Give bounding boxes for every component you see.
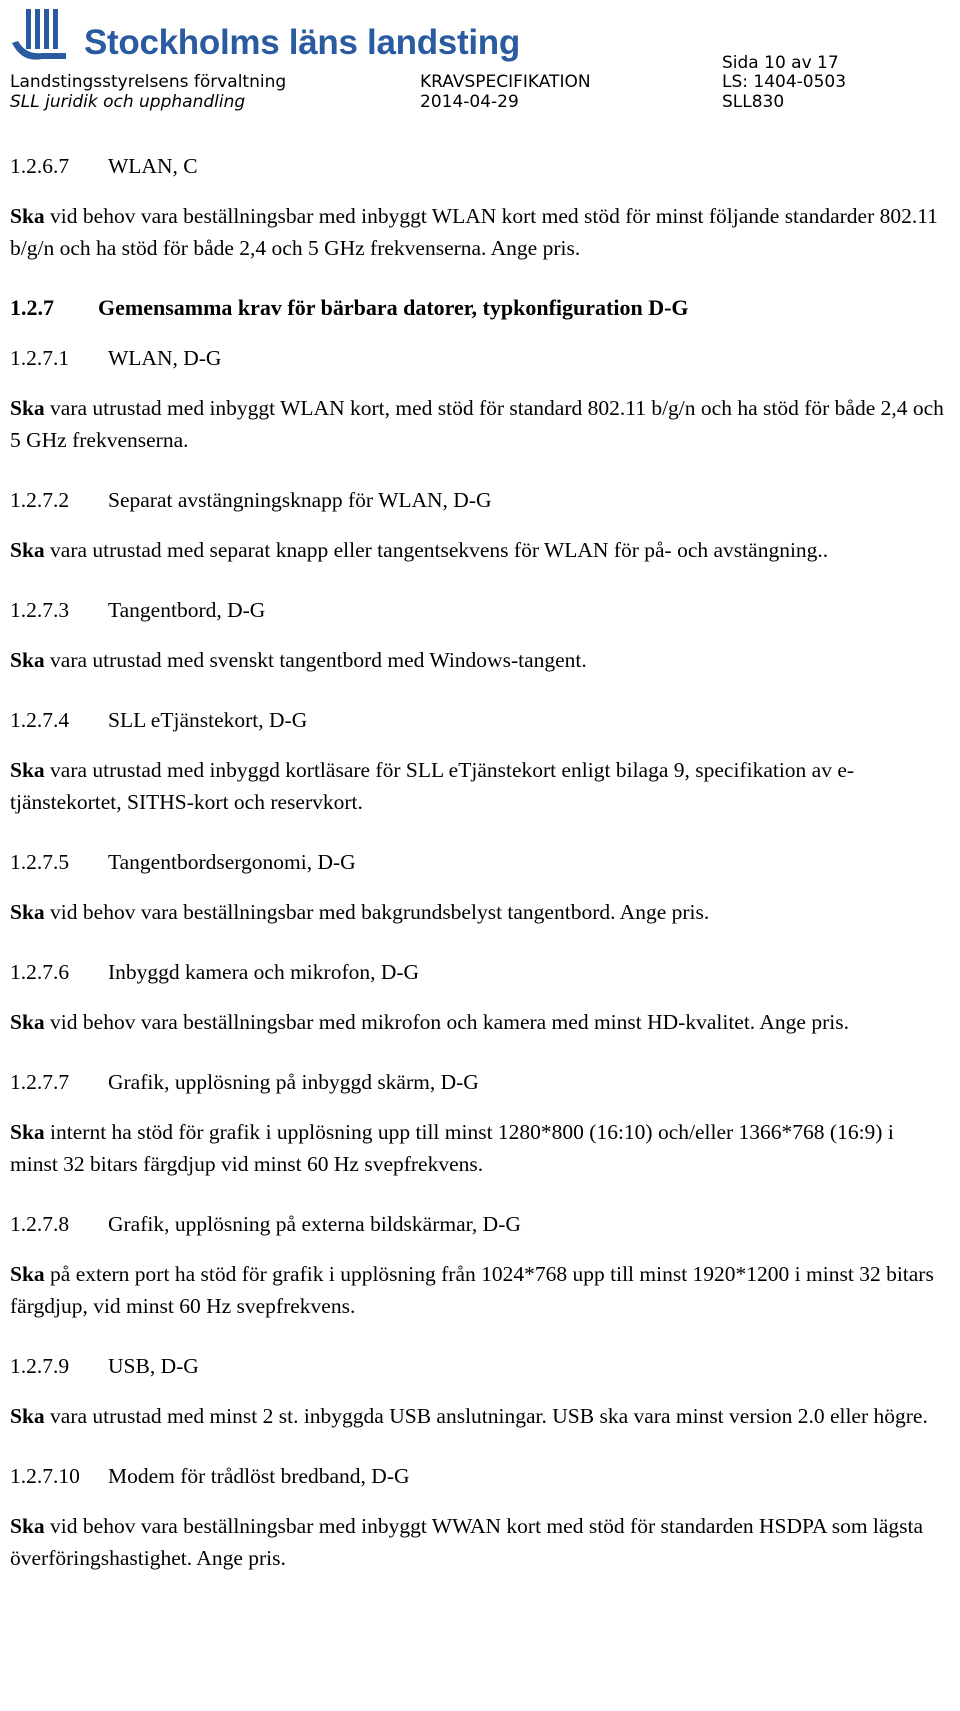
requirement-body: vid behov vara beställningsbar med inbyggt WWAN kort med stöd för standarden HSDPA som lägsta överföringshastighet. Ange pris. [10,1514,924,1570]
section-number: 1.2.6.7 [10,154,70,178]
requirement-lead: Ska [10,1120,45,1144]
requirement-body: vara utrustad med svenskt tangentbord med Windows-tangent. [44,648,587,672]
requirement-body: vid behov vara beställningsbar med mikrofon och kamera med minst HD-kvalitet. Ange pris. [44,1010,849,1034]
section-heading [10,1066,946,1098]
doc-date: 2014-04-29 [420,92,519,112]
section-heading [10,1460,946,1492]
doc-type: KRAVSPECIFIKATION [420,72,591,92]
requirement-body: vara utrustad med minst 2 st. inbyggda USB anslutningar. USB ska vara minst version 2.0 eller högre. [44,1404,928,1428]
requirement-text [10,1116,946,1180]
section-title: Grafik, upplösning på externa bildskärmar, D-G [108,1212,521,1236]
section-title: Tangentbord, D-G [108,598,266,622]
requirement-lead: Ska [10,204,45,228]
requirement-text [10,644,946,676]
section-number: 1.2.7.3 [10,598,70,622]
requirement-text [10,754,946,818]
requirement-text [10,1400,946,1432]
requirement-text [10,1258,946,1322]
section-heading [10,150,946,182]
chapter-title: Gemensamma krav för bärbara datorer, typkonfiguration D-G [98,295,689,320]
requirement-lead: Ska [10,758,45,782]
requirement-lead: Ska [10,396,45,420]
requirement-text [10,1006,946,1038]
requirement-lead: Ska [10,1262,45,1286]
requirement-body: internt ha stöd för grafik i upplösning upp till minst 1280*800 (16:10) och/eller 1366*768 (16:9) i minst 32 bitars färgdjup vid minst 60 Hz svepfrekvens. [10,1120,894,1176]
requirement-body: vara utrustad med separat knapp eller tangentsekvens för WLAN för på- och avstängning.. [44,538,829,562]
section-heading [10,594,946,626]
requirement-text [10,896,946,928]
section-heading [10,484,946,516]
chapter-heading [10,292,946,324]
logo-text: Stockholms läns landsting [84,23,520,62]
requirement-lead: Ska [10,1404,45,1428]
requirement-body: vara utrustad med inbyggd kortläsare för SLL eTjänstekort enligt bilaga 9, specifikation av e-tjänstekortet, SITHS-kort och reservkort. [10,758,855,814]
section-number: 1.2.7.7 [10,1070,70,1094]
section-number: 1.2.7.1 [10,346,70,370]
sll-logo [8,4,520,68]
requirement-body: vid behov vara beställningsbar med bakgrundsbelyst tangentbord. Ange pris. [44,900,710,924]
section-heading [10,342,946,374]
requirement-body: vid behov vara beställningsbar med inbyggt WLAN kort med stöd för minst följande standarder 802.11 b/g/n och ha stöd för både 2,4 och 5 GHz frekvenserna. Ange pris. [10,204,938,260]
requirement-lead: Ska [10,538,45,562]
requirement-text [10,534,946,566]
doc-id: SLL830 [722,92,785,112]
section-title: Inbyggd kamera och mikrofon, D-G [108,960,420,984]
chapter-number: 1.2.7 [10,295,54,320]
requirement-text [10,392,946,456]
section-title: SLL eTjänstekort, D-G [108,708,308,732]
section-title: Separat avstängningsknapp för WLAN, D-G [108,488,492,512]
section-number: 1.2.7.9 [10,1354,70,1378]
document-body [10,150,946,1602]
page-info: Sida 10 av 17 [722,53,839,73]
section-title: Modem för trådlöst bredband, D-G [108,1464,410,1488]
requirement-text [10,200,946,264]
section-heading [10,1208,946,1240]
org-name: Landstingsstyrelsens förvaltning [10,72,287,92]
section-number: 1.2.7.5 [10,850,70,874]
requirement-lead: Ska [10,1010,45,1034]
section-heading [10,846,946,878]
section-title: USB, D-G [108,1354,199,1378]
section-title: WLAN, C [108,154,198,178]
requirement-body: vara utrustad med inbyggt WLAN kort, med stöd för standard 802.11 b/g/n och ha stöd för både 2,4 och 5 GHz frekvenserna. [10,396,944,452]
requirement-lead: Ska [10,1514,45,1538]
department: SLL juridik och upphandling [10,92,246,112]
section-number: 1.2.7.10 [10,1464,80,1488]
section-title: Grafik, upplösning på inbyggd skärm, D-G [108,1070,479,1094]
section-number: 1.2.7.2 [10,488,70,512]
section-number: 1.2.7.6 [10,960,70,984]
sll-logo-mark-icon [8,7,72,65]
requirement-lead: Ska [10,900,45,924]
section-number: 1.2.7.8 [10,1212,70,1236]
requirement-lead: Ska [10,648,45,672]
requirement-body: på extern port ha stöd för grafik i upplösning från 1024*768 upp till minst 1920*1200 i minst 32 bitars färgdjup, vid minst 60 Hz svepfrekvens. [10,1262,934,1318]
section-number: 1.2.7.4 [10,708,70,732]
section-heading [10,956,946,988]
section-heading [10,704,946,736]
section-title: Tangentbordsergonomi, D-G [108,850,356,874]
section-title: WLAN, D-G [108,346,222,370]
section-heading [10,1350,946,1382]
requirement-text [10,1510,946,1574]
ls-number: LS: 1404-0503 [722,72,847,92]
